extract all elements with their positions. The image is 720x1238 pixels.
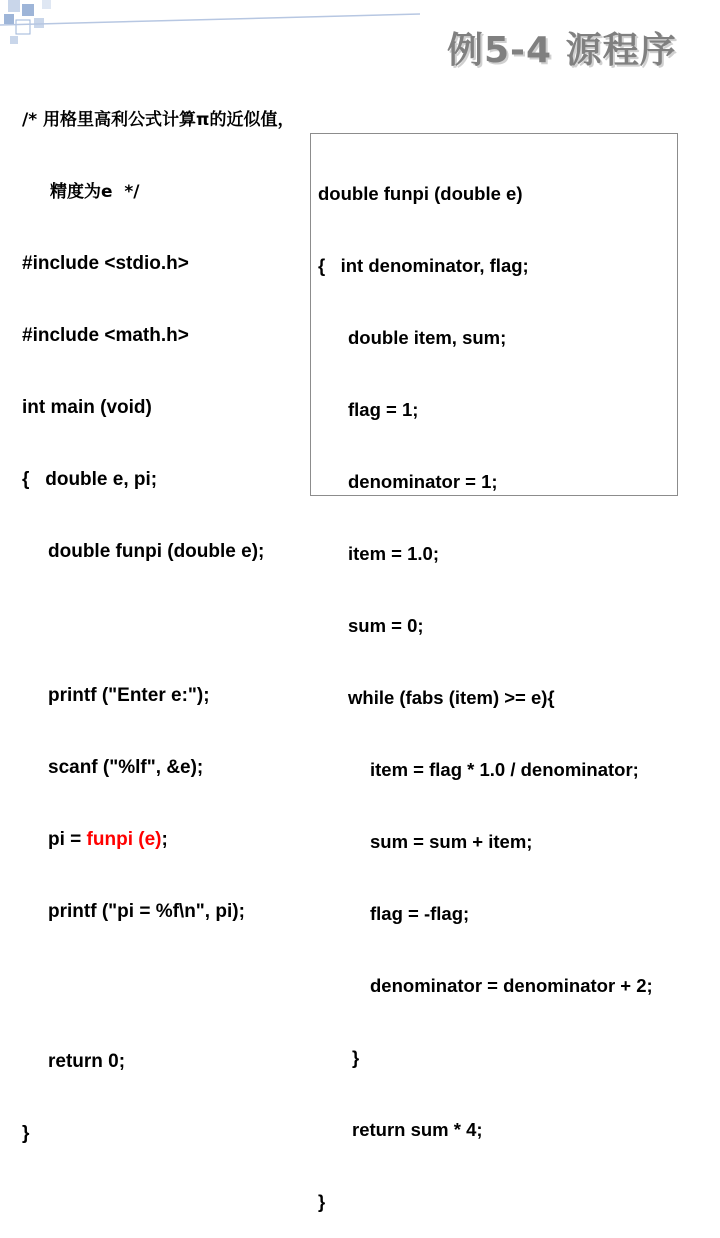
code-line: sum = sum + item; xyxy=(370,831,533,852)
code-line: denominator = 1; xyxy=(348,471,498,492)
code-line: { int denominator, flag; xyxy=(318,255,529,276)
blank-line xyxy=(22,612,294,636)
code-line: { double e, pi; xyxy=(22,469,158,490)
code-line: return 0; xyxy=(48,1051,126,1072)
code-line: } xyxy=(22,1123,30,1144)
code-line: #include <math.h> xyxy=(22,325,189,346)
code-line: #include <stdio.h> xyxy=(22,253,189,274)
code-line: item = flag * 1.0 / denominator; xyxy=(370,759,639,780)
code-line: } xyxy=(352,1047,360,1068)
code-line xyxy=(22,828,294,852)
code-line: scanf ("%lf", &e); xyxy=(48,757,204,778)
code-line: printf ("Enter e:"); xyxy=(48,685,210,706)
assign-prefix: pi = xyxy=(48,829,87,850)
code-line: return sum * 4; xyxy=(352,1119,483,1140)
code-line: } xyxy=(318,1191,326,1212)
funpi-call-highlight: funpi (e) xyxy=(86,829,162,850)
code-line: while (fabs (item) >= e){ xyxy=(348,687,555,708)
code-line: double funpi (double e) xyxy=(318,183,523,204)
code-line: flag = -flag; xyxy=(370,903,470,924)
code-comment-line: 精度为e */ xyxy=(50,182,140,202)
code-line: double funpi (double e); xyxy=(48,541,265,562)
code-line: int main (void) xyxy=(22,397,152,418)
code-line: printf ("pi = %f\n", pi); xyxy=(48,901,245,922)
blank-line xyxy=(22,972,294,996)
code-line: sum = 0; xyxy=(348,615,424,636)
slide-title: 例5-4 源程序 xyxy=(447,30,677,71)
funpi-function-code xyxy=(318,134,653,1238)
main-program-code xyxy=(22,60,294,1170)
code-line: item = 1.0; xyxy=(348,543,440,564)
code-line: flag = 1; xyxy=(348,399,419,420)
code-line: denominator = denominator + 2; xyxy=(370,975,653,996)
assign-suffix: ; xyxy=(161,829,168,850)
code-line: double item, sum; xyxy=(348,327,507,348)
code-comment-line: /* 用格里高利公式计算π的近似值， xyxy=(22,110,295,130)
